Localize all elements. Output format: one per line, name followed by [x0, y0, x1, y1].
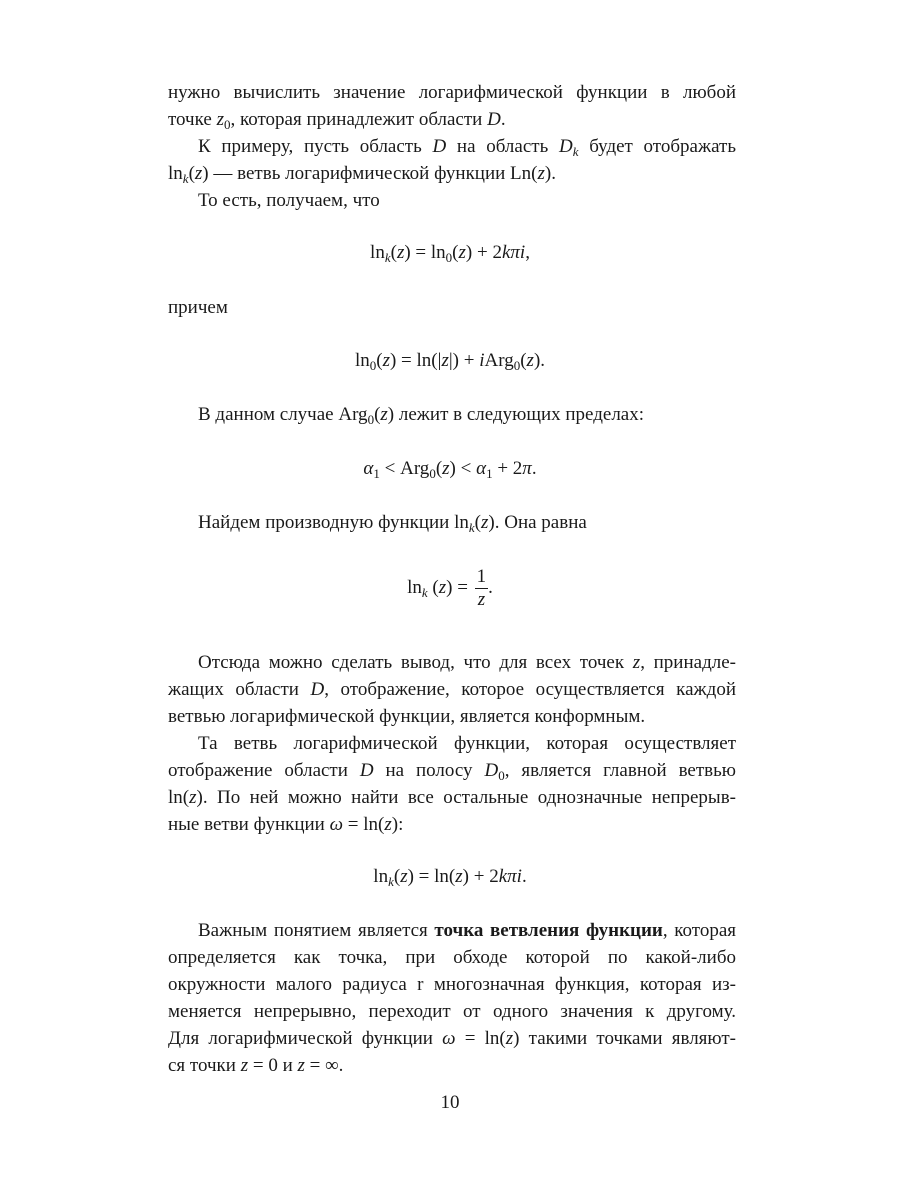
text-line: Важным понятием является точка ветвления функции, которая: [198, 920, 736, 941]
text-line: Для логарифмической функции ω = ln(z) такими точками являют-: [168, 1028, 736, 1049]
fraction: $\frac{1}{z}$: [476, 566, 487, 610]
equation-5: $\ln_k(z) = \ln(z) + 2k\pi i$.: [373, 866, 527, 889]
text-line: причем: [168, 297, 228, 318]
text-line: К примеру, пусть область D на область $D_k$ будет отображать: [198, 136, 736, 159]
text-line: нужно вычислить значение логарифмической функции в любой: [168, 82, 736, 103]
text-line: ные ветви функции ω = ln(z):: [168, 814, 404, 835]
text-line: Найдем производную функции $\ln_k(z)$. Она равна: [198, 512, 587, 535]
text-line: окружности малого радиуса r многозначная функция, которая из-: [168, 974, 736, 995]
text-line: меняется непрерывно, переходит от одного значения к другому.: [168, 1001, 736, 1022]
text-line: В данном случае Arg$_0$(z) лежит в следующих пределах:: [198, 404, 645, 427]
text-line: ся точки z = 0 и z = ∞.: [168, 1055, 344, 1076]
text-line: Отсюда можно сделать вывод, что для всех точек z, принадле-: [198, 652, 736, 673]
text-line: $\ln_k(z)$ — ветвь логарифмической функции Ln(z).: [168, 163, 556, 186]
text-line: определяется как точка, при обходе которой по какой-либо: [168, 947, 736, 968]
text-line: То есть, получаем, что: [198, 190, 380, 211]
text-line: ветвью логарифмической функции, является конформным.: [168, 706, 646, 727]
equation-4: $\ln_k (z)$ = $\frac{1}{z}$ .: [407, 566, 493, 610]
text-line: жащих области D, отображение, которое осуществляется каждой: [168, 679, 736, 700]
equation-2: $\ln_0(z) = \ln(|z|)$ + iArg$_0$(z).: [354, 350, 546, 373]
page-number: 10: [440, 1092, 460, 1113]
equation-3: $\alpha_1 < Arg_0(z) < \alpha_1 + 2\pi$.: [363, 458, 537, 481]
text-line: отображение области D на полосу $D_0$, является главной ветвью: [168, 760, 736, 783]
text-line: Та ветвь логарифмической функции, которая осуществляет: [198, 733, 736, 754]
text-line: ln(z). По ней можно найти все остальные однозначные непрерыв-: [168, 787, 736, 808]
text-line: точке $z_0$, которая принадлежит области D.: [168, 109, 506, 132]
equation-1: $\ln_k(z) = \ln_0(z) + 2k\pi i$,: [370, 242, 530, 265]
